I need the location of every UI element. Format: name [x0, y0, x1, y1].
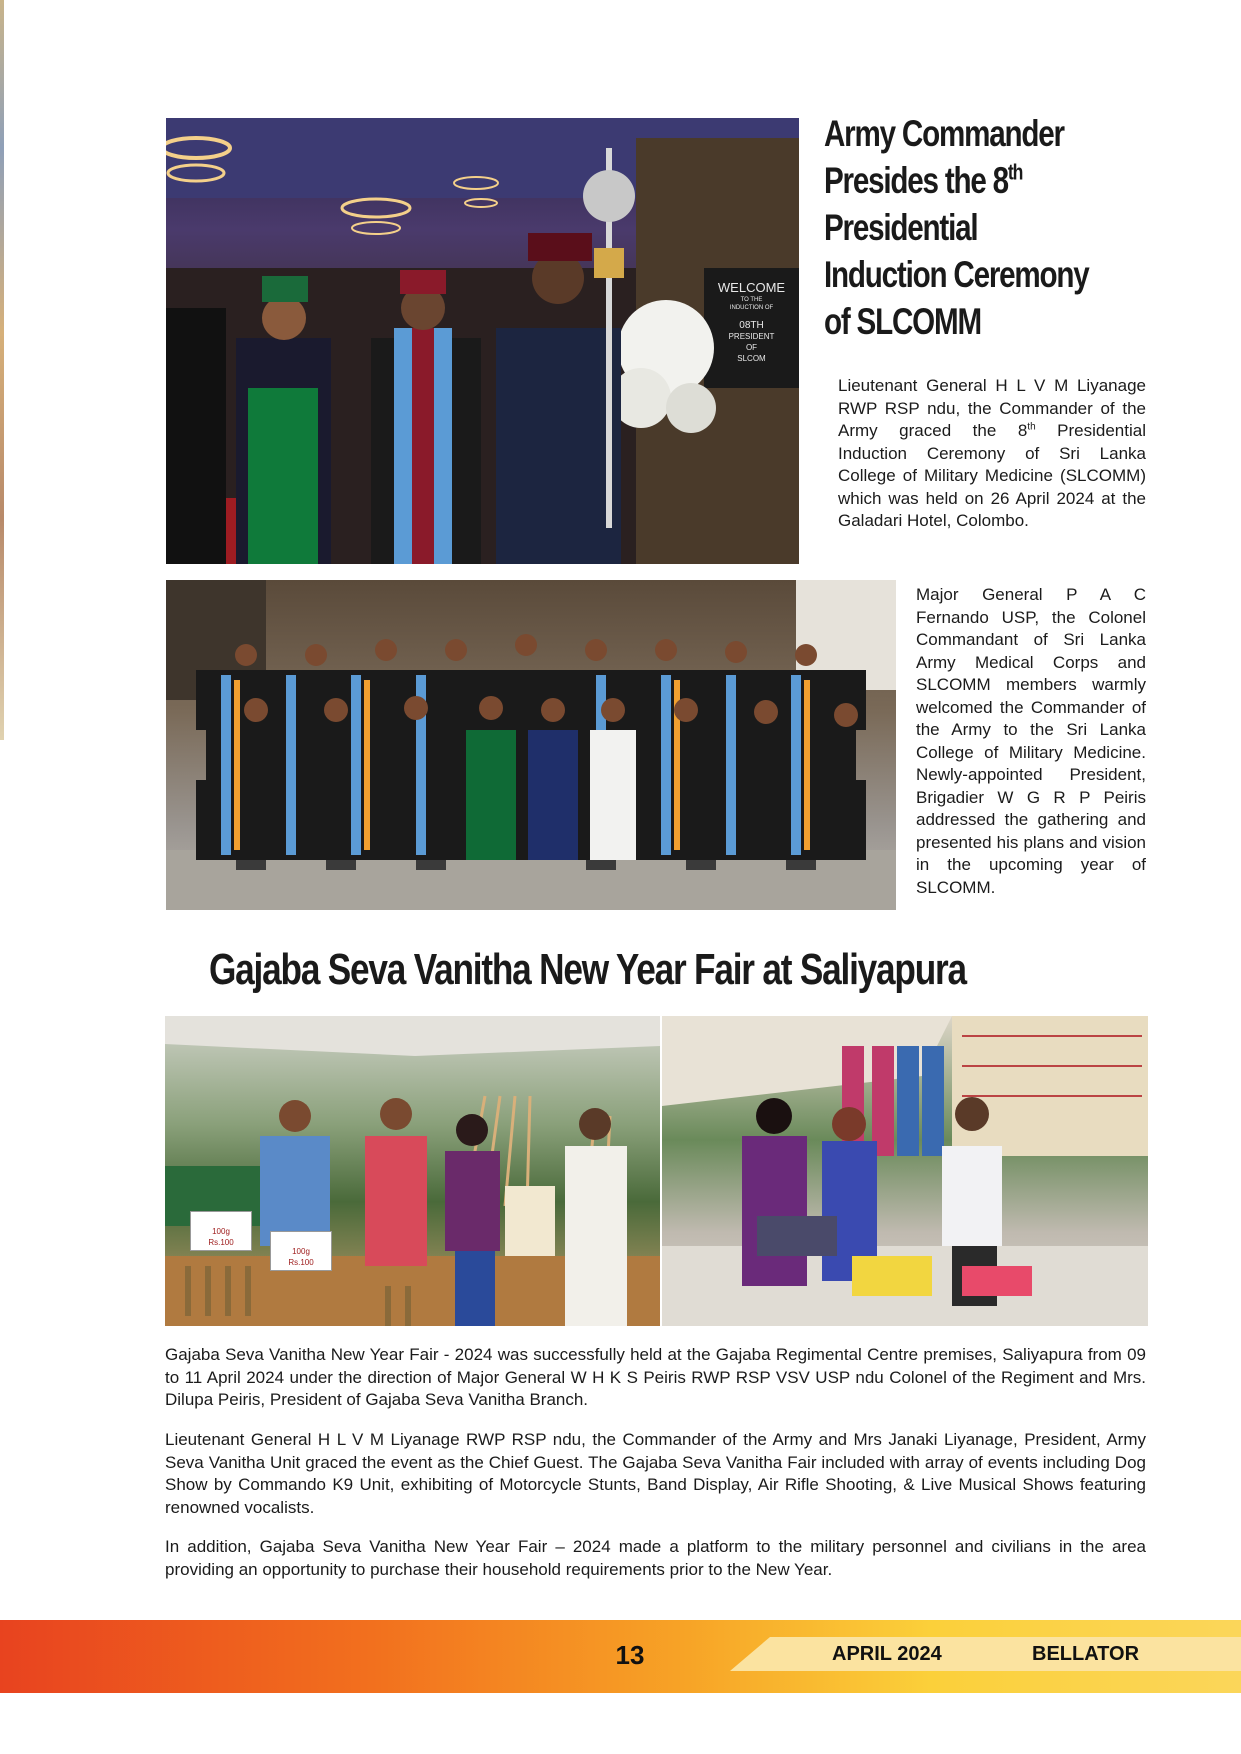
welcome-sign — [704, 268, 799, 388]
ceremony-procession-photo — [166, 118, 799, 564]
article2-para-3-text: In addition, Gajaba Seva Vanitha New Year Fair – 2024 made a platform to the military personnel and civilians in the area providing an opportunity to purchase their household requirements prior to the New Year. — [165, 1537, 1146, 1579]
slcomm-group-photo — [166, 580, 896, 910]
para1-part-a: Lieutenant General H L V M Liyanage RWP RSP ndu, the Commander of the Army graced the 8 — [838, 376, 1146, 440]
page-number: 13 — [615, 1640, 645, 1670]
footer-title-tab — [730, 1637, 1241, 1671]
article1-paragraph-2 — [916, 584, 1146, 899]
article2-para-1-text: Gajaba Seva Vanitha New Year Fair - 2024 was successfully held at the Gajaba Regimental Centre premises, Saliyapura from 09 to 11 April 2024 under the direction of Major General W H K S Peiris RWP RSP VSV USP ndu Colonel of the Regiment and Mrs. Dilupa Peiris, President of Gajaba Seva Vanitha Branch. — [165, 1345, 1146, 1409]
headline-line-5: of SLCOMM — [824, 301, 981, 342]
article2-para-2-text: Lieutenant General H L V M Liyanage RWP RSP ndu, the Commander of the Army and Mrs Janaki Liyanage, President, Army Seva Vanitha Unit graced the event as the Chief Guest. The Gajaba Seva Vanitha Fair included with array of events including Dog Show by Commando K9 Unit, exhibiting of Motorcycle Stunts, Band Display, Air Rifle Shooting, & Live Musical Shows featuring renowned vocalists. — [165, 1430, 1146, 1517]
headline-line-3: Presidential — [824, 207, 978, 248]
sign-line-induction: INDUCTION OF — [729, 305, 774, 311]
sign-line-welcome: WELCOME — [717, 280, 786, 295]
headline-line-4: Induction Ceremony — [824, 254, 1089, 295]
sign-line-president: PRESIDENT — [728, 332, 775, 341]
sign-line-08th: 08TH — [739, 320, 764, 331]
price-tag-1-price: Rs.100 — [208, 1238, 234, 1247]
article1-headline — [824, 110, 1089, 345]
issue-date: APRIL 2024 — [832, 1643, 942, 1665]
headline-line-2: Presides the 8th — [824, 159, 1023, 201]
price-tag-1-weight: 100g — [212, 1227, 230, 1236]
sign-line-slcom: SLCOM — [737, 354, 766, 363]
article2-paragraph-3 — [165, 1536, 1146, 1581]
article2-paragraph-2 — [165, 1429, 1146, 1519]
article1-paragraph-1 — [838, 375, 1146, 533]
price-tag-1 — [190, 1211, 252, 1251]
price-tag-2-price: Rs.100 — [288, 1258, 314, 1267]
sign-line-to-the: TO THE — [740, 297, 763, 303]
article2-headline: Gajaba Seva Vanitha New Year Fair at Saliyapura — [209, 945, 966, 994]
magazine-name: BELLATOR — [1032, 1643, 1140, 1665]
price-tag-2 — [270, 1231, 332, 1271]
fair-left-illustration — [165, 1016, 660, 1326]
article2-paragraph-1 — [165, 1344, 1146, 1412]
para1-part-b: Presidential Induction Ceremony of Sri Lanka College of Military Medicine (SLCOMM) which was held on 26 April 2024 at the Galadari Hotel, Colombo. — [838, 421, 1146, 530]
price-tag-2-weight: 100g — [292, 1247, 310, 1256]
fair-right-illustration — [662, 1016, 1148, 1326]
fair-stall-photo-right — [662, 1016, 1148, 1326]
page-edge-strip — [0, 0, 4, 740]
headline-line-1: Army Commander — [824, 113, 1064, 154]
headline-superscript: th — [1007, 159, 1023, 185]
sign-line-of: OF — [745, 343, 758, 352]
para1-superscript: th — [1027, 421, 1036, 433]
group-illustration — [166, 580, 896, 910]
fair-stall-photo-left — [165, 1016, 660, 1326]
para2-text: Major General P A C Fernando USP, the Colonel Commandant of Sri Lanka Army Medical Corps and SLCOMM members warmly welcomed the Commander of the Army to the Sri Lanka College of Military Medicine. Newly-appointed President, Brigadier W G R P Peiris addressed the gathering and presented his plans and vision in the upcoming year of SLCOMM. — [916, 585, 1146, 897]
